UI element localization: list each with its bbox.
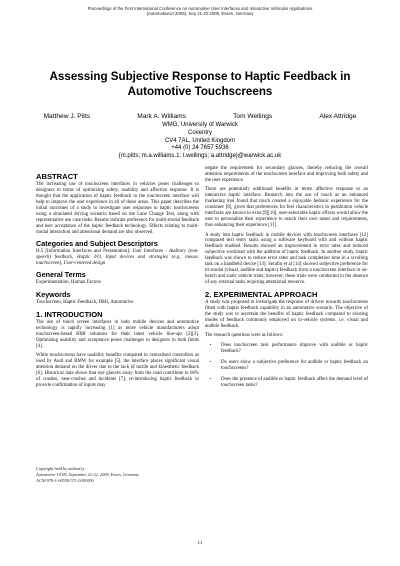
affiliation-city: Coventry — [187, 129, 212, 136]
body-paragraph: negate the requirement for secondary glances, thereby reducing the overall attention requirements of the touchscreen interface and improving both safety and the user experience. — [205, 166, 368, 183]
body-paragraph: A study was proposed to investigate the response of drivers towards touchscreens fitted with haptic feedback capability in an automotive scenario. The objective of the study was to ascertain the benefits of haptic feedback compared to existing modes of feedback commonly employed on in-vehicle systems, i.e. visual and audible feedback. — [205, 300, 368, 329]
author-name: Mark A. Williams — [137, 113, 186, 120]
author-name: Tom Wellings — [233, 113, 273, 120]
acm-line: ACM 978-1-60558-571-0/09/009 — [36, 478, 94, 484]
proceedings-line-2: (AutomotiveUI 2009), Sep 21-22 2009, Essen, Germany — [146, 11, 254, 17]
body-paragraph: The research questions were as follows: — [205, 333, 284, 339]
experimental-approach-heading: 2. EXPERIMENTAL APPROACH — [205, 290, 318, 300]
introduction-paragraph: While touchscreens have usability benefits compared to centralised controllers as used by Audi and BMW for example [5], the interface places significant visual attention demand on the driver due to the lack of tactile and kinesthetic feedback [6]. Historical data shows that eye glances away from the road contribute to 60% of crashes, near-crashes and incidents [7]; re-introducing haptic feedback to provide confirmation of inputs may — [36, 353, 199, 388]
author-name: Matthew J. Pitts — [43, 113, 91, 120]
page-number: 11 — [197, 540, 203, 546]
categories-italic: Auditory (non-speech) feedback, Haptic I/O, Input devices and strategies (e.g., mouse, touchscreen), User-centered design — [36, 249, 199, 266]
general-terms-heading: General Terms — [36, 270, 86, 280]
research-questions-list — [205, 343, 368, 389]
proceedings-line-1: Proceedings of the First International Conference on Automotive User Interfaces and Interactive Vehicular Applications — [87, 6, 313, 11]
general-terms-text: Experimentation, Human Factors — [36, 280, 102, 286]
affiliation-emails: {m.pitts; m.a.williams.1; t.wellings; a.attridge}@warwick.ac.uk — [118, 153, 282, 160]
abstract-text: The increasing use of touchscreen interfaces in vehicles poses challenges to designers in terms of optimizing safety, usability and affective response. It is thought that the application of haptic feedback to the touchscreen interface will help to improve the user experience in all of these areas. This paper describes the initial outcomes of a study to investigate user responses to haptic touchscreens using a simulated driving scenario based on the Lane Change Test, along with representative use case tasks. Results indicate preference for multi-modal feedback and user acceptance of the haptic feedback technology. Effects relating to multi-modal interaction and attentional demand are also observed. — [36, 182, 199, 235]
paper-title — [40, 70, 360, 99]
author-name: Alex Attridge — [319, 113, 357, 120]
affiliation-phone: +44 (0) 24 7657 5936 — [171, 145, 229, 152]
categories-heading: Categories and Subject Descriptors — [36, 239, 158, 249]
left-column — [36, 168, 199, 392]
research-question-item: • Does touchscreen task performance improve with audible or haptic feedback? — [219, 343, 368, 355]
introduction-paragraph: The use of touch screen interfaces in both mobile devices and automotive technology is rapidly increasing [1] as more vehicle manufacturers adopt touchscreen-based HMI solutions for their latest vehicle line-ups [2][3]. Optimising usability and acceptance poses challenges to designers in both fields [4]. — [36, 319, 199, 349]
research-question-item: • Do users show a subjective preference for audible or haptic feedback on touchscreens? — [219, 360, 368, 372]
keywords-heading: Keywords — [36, 289, 71, 299]
conference-text: Automotive UI'09, September 21-22, 2009, Essen, Germany — [36, 472, 139, 478]
author-list — [20, 113, 380, 120]
right-column — [205, 166, 368, 394]
abstract-heading: ABSTRACT — [36, 172, 78, 181]
introduction-heading: 1. INTRODUCTION — [36, 309, 103, 319]
categories-plain: H.5 [Information Interfaces and Presentation]: User Interfaces - — [36, 249, 167, 255]
body-paragraph: There are potentially additional benefits in terms affective response to an interactive haptic interface. Research into the use of touch as an enhanced marketing tool found that touch created a enjoyable hedonic experience for the consumer [8], given that preferences for feel characteristics in pushbutton vehicle interfaces are known to exist [9][10], user-selectable haptic effects would allow the user to personalise their experience to match their own tastes and requirements, thus enhancing their experience [11]. — [205, 187, 368, 229]
copyright-block — [36, 466, 206, 485]
copyright-line: Copyright held by author(s) — [36, 466, 84, 471]
title-line-2: Automotive Touchscreens — [127, 84, 273, 98]
proceedings-header — [40, 6, 360, 16]
affiliation-block — [40, 122, 360, 161]
affiliation-org: WMG, University of Warwick — [162, 122, 238, 128]
body-paragraph: A study into haptic feedback in mobile devices with touchscreen interfaces [12] compared text entry tasks using a software keyboard with and without haptic feedback enabled. Results showed an improvement in error rates and reduced subjective workload with the addition of haptic feedback. In another study, haptic feedback was shown to reduce error rates and task completion time in a scrolling task on a handheld device [13]. Serafin et al [14] showed subjective preference for tri-modal (visual, audible and haptic) feedback from a touchscreen interface in on-bench and static vehicle trials; however, these trials were conducted in the absence of any external tasks requiring attentional resource. — [205, 232, 368, 286]
categories-text — [36, 249, 199, 267]
affiliation-postcode: CV4 7AL, United Kingdom — [164, 137, 236, 144]
research-question-item: • Does the presence of audible or haptic feedback affect the demand level of touchscreen tasks? — [219, 377, 368, 389]
keywords-text: Touchscreen, Haptic Feedback, HMI, Automotive — [36, 299, 134, 305]
title-line-1: Assessing Subjective Response to Haptic Feedback in — [49, 70, 351, 83]
